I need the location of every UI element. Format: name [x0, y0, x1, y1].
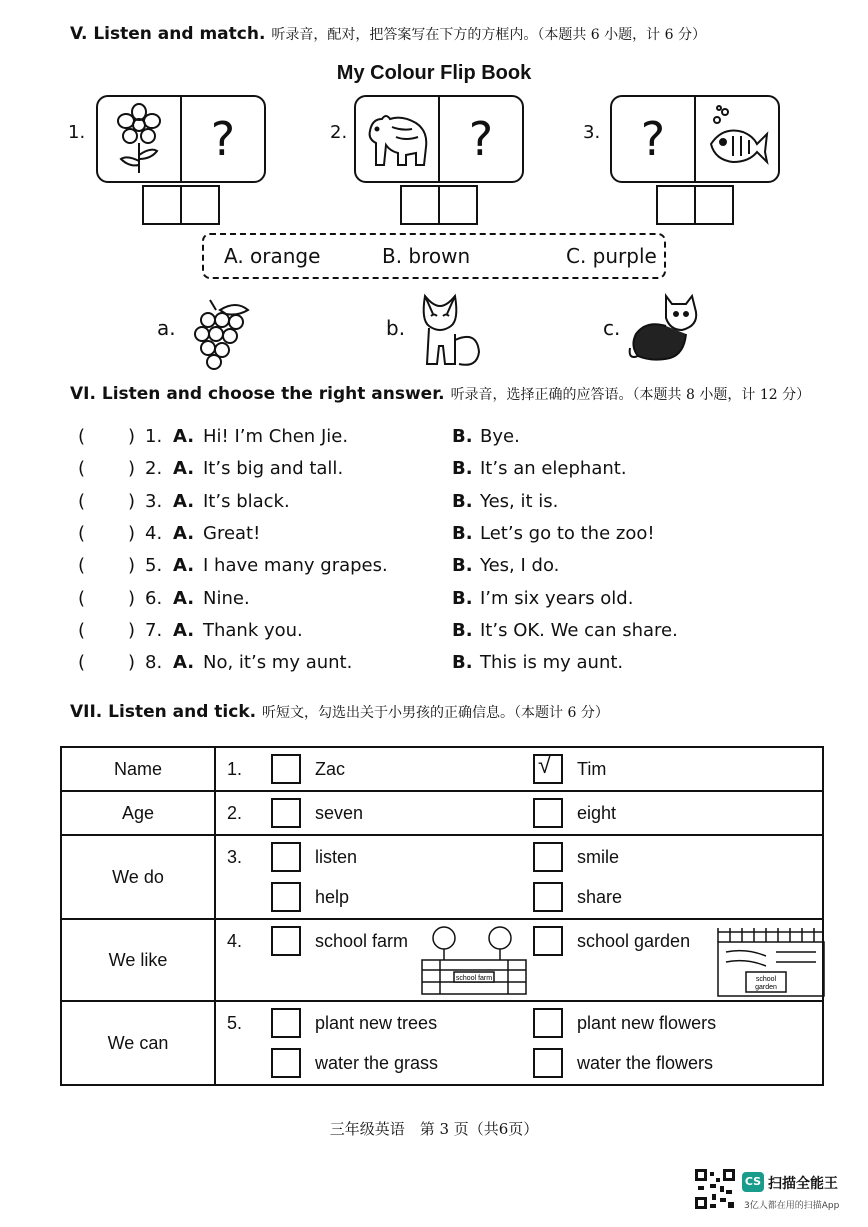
option-purple: C. purple [566, 244, 657, 268]
checkbox[interactable] [533, 926, 563, 956]
example-label: b. [386, 316, 406, 340]
option-text: Tim [577, 758, 607, 779]
option-text: plant new flowers [577, 1012, 717, 1033]
checkbox[interactable] [271, 1048, 301, 1078]
checkbox[interactable] [271, 882, 301, 912]
item-number: 2. [330, 122, 348, 143]
option-b-text[interactable]: It’s an elephant. [480, 458, 627, 480]
question-mark: ? [640, 112, 666, 166]
paren-open[interactable]: ( [78, 587, 86, 609]
garden-sign-line2: garden [755, 984, 777, 991]
checkbox[interactable] [271, 842, 301, 872]
checkbox[interactable] [533, 798, 563, 828]
qr-code-icon [694, 1168, 736, 1210]
school-garden-picture [716, 922, 826, 1003]
paren-close: ) [128, 652, 136, 674]
option-b-text[interactable]: Let’s go to the zoo! [480, 522, 655, 544]
paren-close: ) [128, 490, 136, 512]
flip-card-1 [96, 95, 266, 183]
option-b-label: B. [452, 458, 473, 480]
flip-book-title: My Colour Flip Book [336, 62, 532, 84]
option-a-text[interactable]: Great! [203, 522, 261, 544]
checkbox[interactable] [533, 842, 563, 872]
row-number: 2. [227, 802, 243, 823]
garden-sign-line1: school [755, 976, 777, 983]
question-number: 5. [145, 555, 163, 577]
row-options [215, 747, 823, 791]
paren-close: ) [128, 619, 136, 641]
option-b-text[interactable]: I’m six years old. [480, 587, 634, 609]
row-options [215, 919, 823, 1001]
question-number: 8. [145, 652, 163, 674]
fish-icon [694, 97, 778, 181]
option-text: school garden [577, 930, 691, 951]
option-text: water the grass [315, 1052, 439, 1073]
answer-box-2[interactable] [400, 185, 478, 225]
row-label: Name [61, 747, 215, 791]
checkbox-checked[interactable] [533, 754, 563, 784]
school-farm-picture [420, 924, 528, 1001]
option-text: plant new trees [315, 1012, 438, 1033]
paren-open[interactable]: ( [78, 555, 86, 577]
option-brown: B. brown [382, 244, 471, 268]
checkbox[interactable] [271, 754, 301, 784]
option-text: school farm [315, 930, 409, 951]
item-number: 3. [583, 122, 601, 143]
paren-open[interactable]: ( [78, 426, 86, 447]
option-b-label: B. [452, 490, 473, 512]
paren-close: ) [128, 555, 136, 577]
question-number: 4. [145, 522, 163, 544]
checkbox[interactable] [271, 798, 301, 828]
checkbox[interactable] [271, 926, 301, 956]
farm-sign: school farm [455, 975, 493, 982]
section7-heading: VII. Listen and tick. 听短文，勾选出关于小男孩的正确信息。（本题计 6 分） [70, 702, 609, 722]
section6-heading: VI. Listen and choose the right answer. 听录音，选择正确的应答语。（本题共 8 小题，计 12 分） [70, 384, 811, 404]
bear-icon [356, 97, 438, 181]
option-b-text[interactable]: Bye. [480, 426, 520, 447]
option-a-text[interactable]: Thank you. [203, 619, 303, 641]
option-text: help [315, 886, 350, 907]
option-b-text[interactable]: Yes, I do. [480, 555, 560, 577]
option-a-label: A. [173, 490, 195, 512]
option-text: eight [577, 802, 617, 823]
option-b-label: B. [452, 426, 473, 447]
row-number: 3. [227, 846, 243, 867]
red-panda-icon [626, 290, 700, 368]
option-a-text[interactable]: It’s big and tall. [203, 458, 344, 480]
checkbox[interactable] [533, 882, 563, 912]
row-label: We can [61, 1001, 215, 1085]
row-options [215, 791, 823, 835]
option-b-label: B. [452, 522, 473, 544]
checkbox[interactable] [271, 1008, 301, 1038]
option-b-label: B. [452, 555, 473, 577]
option-text: water the flowers [577, 1052, 714, 1073]
option-b-label: B. [452, 619, 473, 641]
paren-close: ) [128, 587, 136, 609]
question-mark: ? [438, 97, 522, 181]
row-options [215, 1001, 823, 1085]
option-a-label: A. [173, 555, 195, 577]
option-b-text[interactable]: This is my aunt. [480, 652, 624, 674]
paren-open[interactable]: ( [78, 490, 86, 512]
scanner-brand: 扫描全能王 [768, 1176, 838, 1192]
checkbox[interactable] [533, 1008, 563, 1038]
example-label: a. [157, 316, 176, 340]
option-b-text[interactable]: Yes, it is. [480, 490, 559, 512]
paren-close: ) [128, 522, 136, 544]
section5-heading: V. Listen and match. 听录音，配对，把答案写在下方的方框内。（本题共 6 小题，计 6 分） [70, 24, 706, 44]
paren-open[interactable]: ( [78, 652, 86, 674]
paren-close: ) [128, 458, 136, 480]
option-b-label: B. [452, 652, 473, 674]
option-a-label: A. [173, 426, 195, 447]
question-number: 6. [145, 587, 163, 609]
option-a-text[interactable]: Nine. [203, 587, 250, 609]
option-text: seven [315, 802, 364, 823]
tick-table [60, 746, 824, 1086]
row-number: 4. [227, 930, 243, 951]
answer-box-1[interactable] [142, 185, 220, 225]
option-a-text[interactable]: No, it’s my aunt. [203, 652, 353, 674]
option-a-label: A. [173, 652, 195, 674]
row-number: 1. [227, 758, 243, 779]
scanner-logo: CS [742, 1172, 764, 1192]
option-b-text[interactable]: It’s OK. We can share. [480, 619, 678, 641]
option-a-text[interactable]: It’s black. [203, 490, 290, 512]
row-options [215, 835, 823, 919]
scanner-tagline: 3亿人都在用的扫描App [744, 1201, 840, 1211]
fox-icon [415, 290, 485, 374]
option-a-label: A. [173, 458, 195, 480]
option-a-text[interactable]: Hi! I’m Chen Jie. [203, 426, 349, 447]
flower-icon [98, 97, 180, 181]
option-a-text[interactable]: I have many grapes. [203, 555, 388, 577]
option-a-label: A. [173, 587, 195, 609]
question-number: 2. [145, 458, 163, 480]
option-text: smile [577, 846, 620, 867]
example-label: c. [603, 316, 621, 340]
option-b-label: B. [452, 587, 473, 609]
paren-close: ) [128, 426, 136, 447]
flip-card-3 [610, 95, 780, 183]
question-number: 7. [145, 619, 163, 641]
option-orange: A. orange [224, 244, 321, 268]
option-text: share [577, 886, 623, 907]
paren-open[interactable]: ( [78, 522, 86, 544]
row-label: We do [61, 835, 215, 919]
question-number: 1. [145, 426, 163, 447]
option-text: Zac [315, 758, 346, 779]
page-footer: 三年级英语 第 3 页（共6页） [329, 1120, 539, 1138]
flip-card-2 [354, 95, 524, 183]
row-number: 5. [227, 1012, 243, 1033]
option-text: listen [315, 846, 358, 867]
colour-options-box [202, 233, 666, 279]
paren-open[interactable]: ( [78, 458, 86, 480]
checkbox[interactable] [533, 1048, 563, 1078]
answer-box-3[interactable] [656, 185, 734, 225]
item-number: 1. [68, 122, 86, 143]
option-a-label: A. [173, 619, 195, 641]
tick-mark: √ [538, 752, 552, 779]
option-a-label: A. [173, 522, 195, 544]
paren-open[interactable]: ( [78, 619, 86, 641]
question-number: 3. [145, 490, 163, 512]
row-label: We like [61, 919, 215, 1001]
row-label: Age [61, 791, 215, 835]
question-mark: ? [180, 97, 264, 181]
grapes-icon [186, 296, 256, 374]
